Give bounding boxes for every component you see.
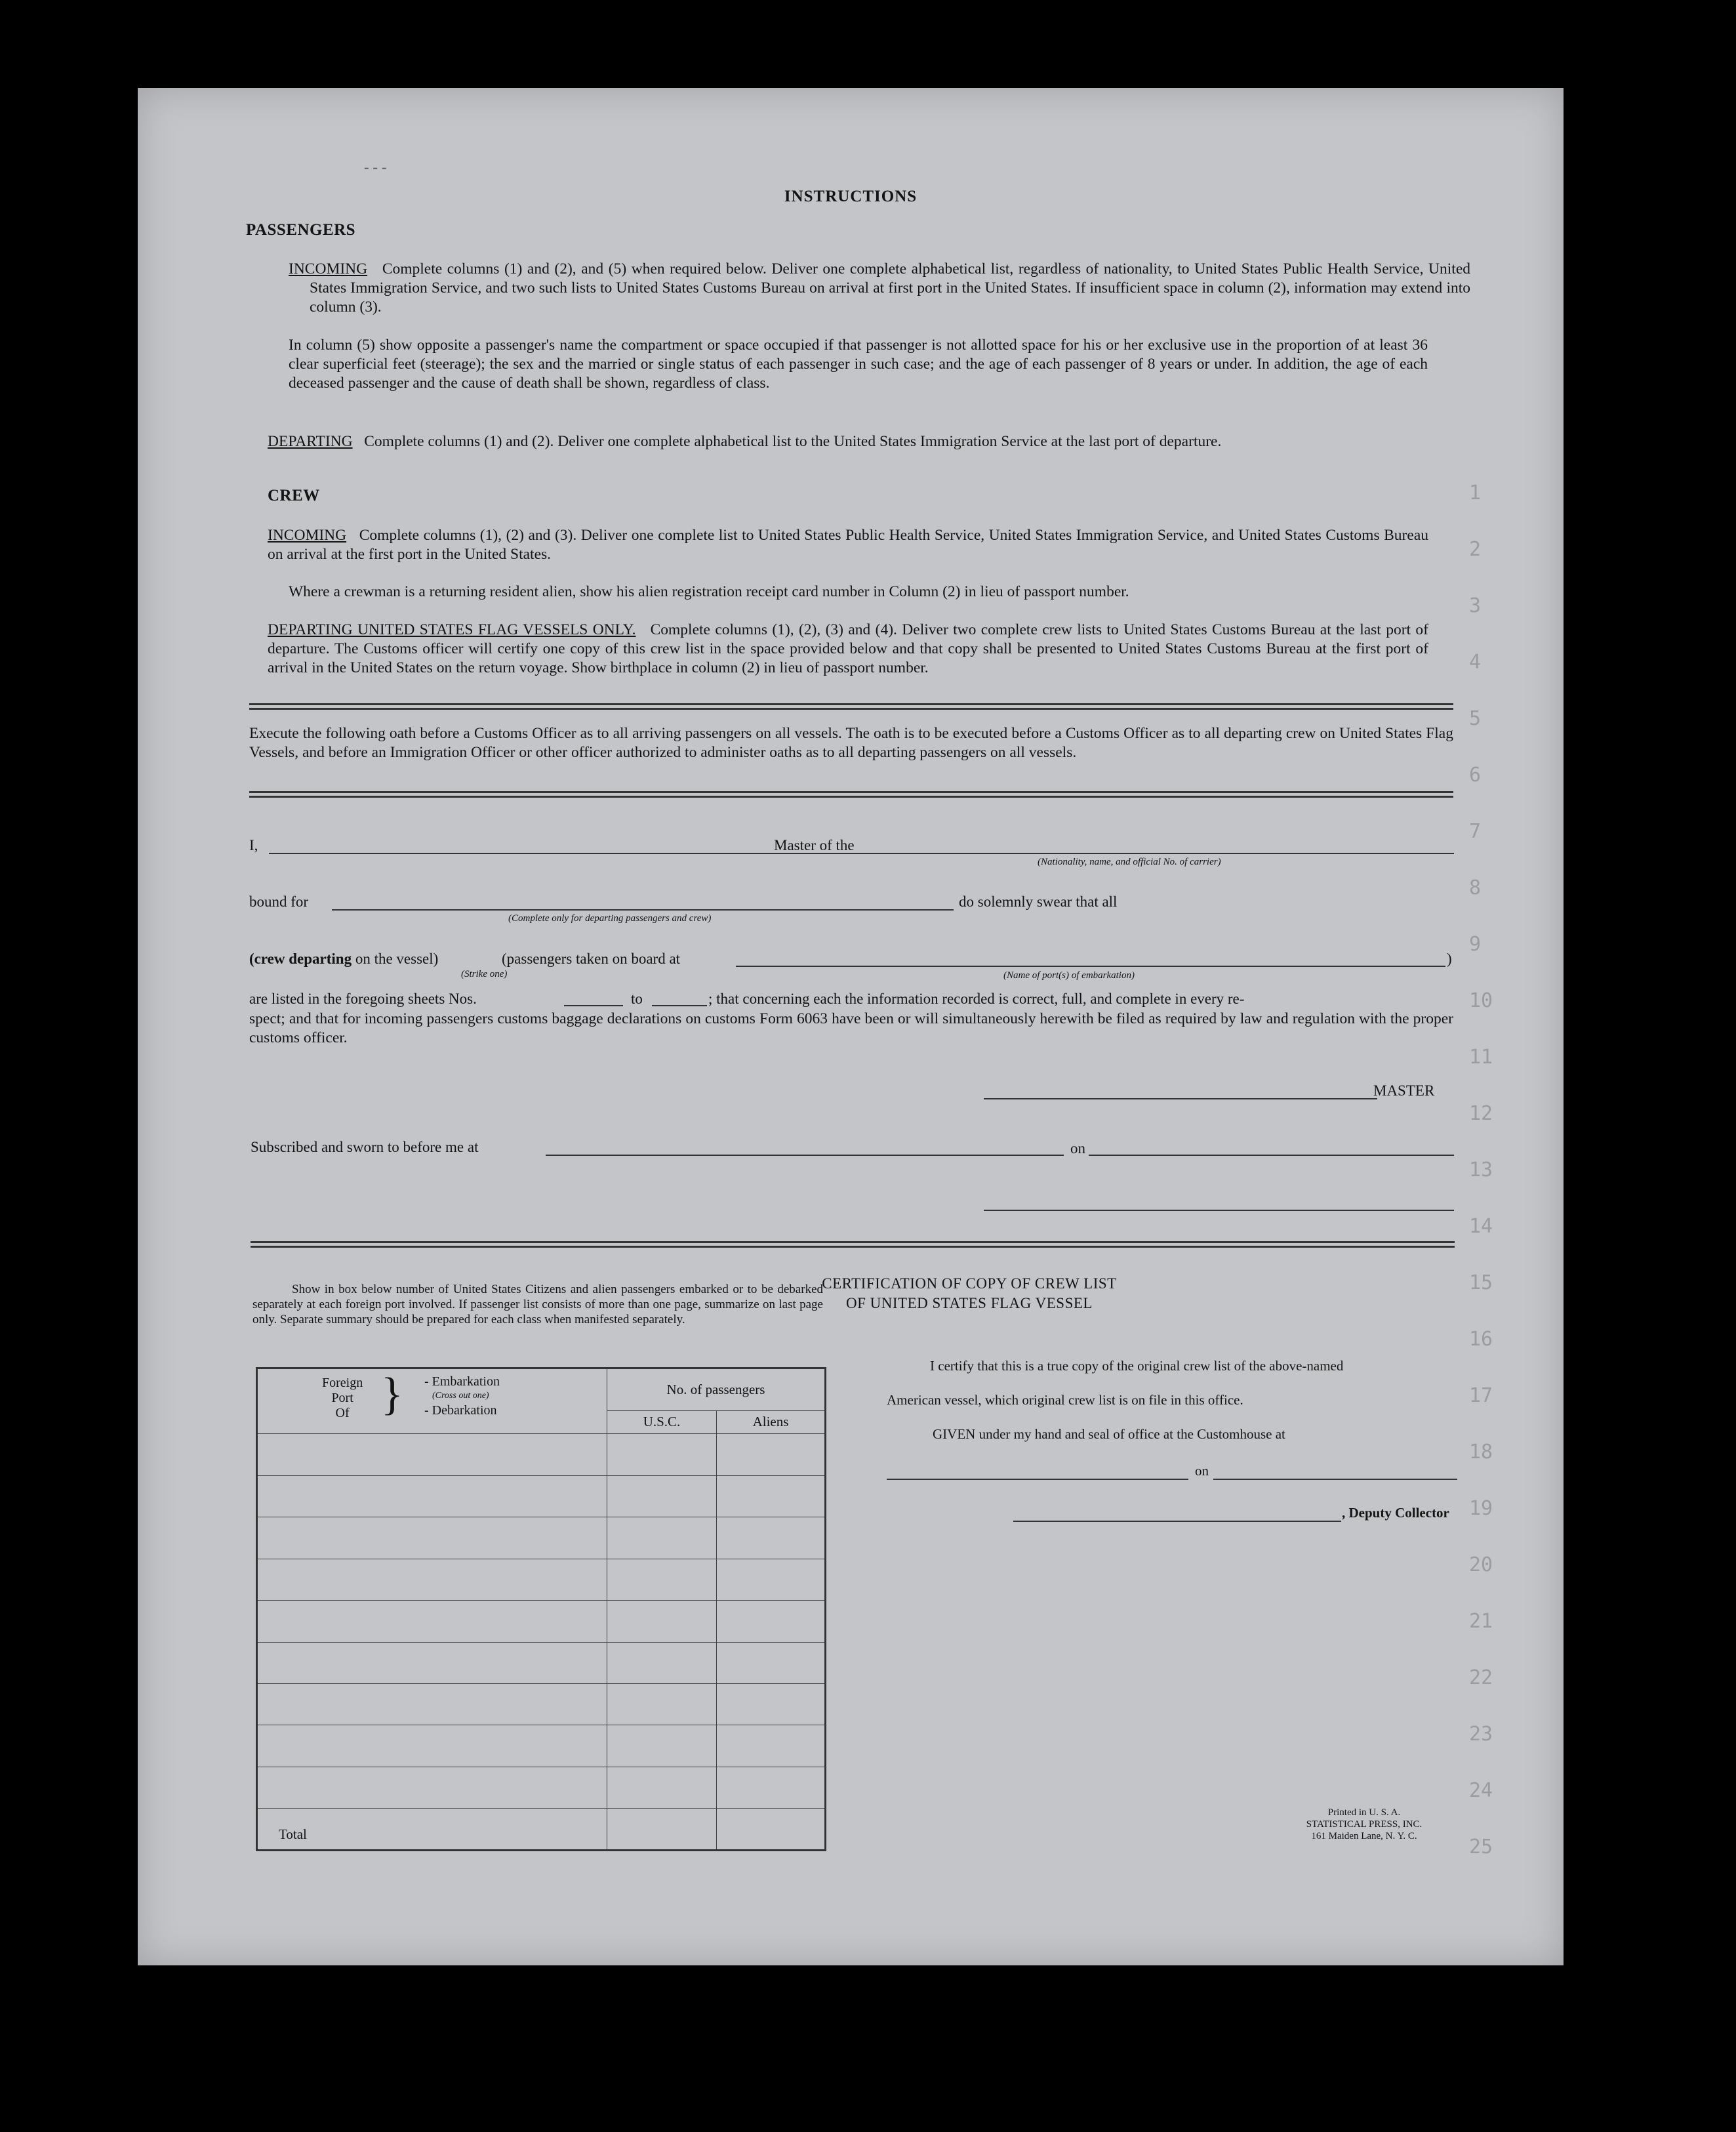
crew-incoming-paragraph	[268, 526, 1428, 564]
embarkation-port-field[interactable]	[736, 966, 1445, 967]
aliens-cell[interactable]	[717, 1517, 826, 1559]
bleed-through-number: 22	[1469, 1666, 1493, 1689]
certification-title-1: CERTIFICATION OF COPY OF CREW LIST	[822, 1275, 1117, 1292]
aliens-cell[interactable]	[717, 1725, 826, 1767]
aliens-cell[interactable]	[717, 1642, 826, 1683]
passengers-incoming-text: Complete columns (1) and (2), and (5) when required below. Deliver one complete alphabetical list, regardless of nationality, to United States Public Health Service, United States Immigration Service, and two such lists to United States Customs Bureau on arrival at first port in the United States. If insufficient space in column (2), information may extend into column (3).	[310, 260, 1470, 316]
passengers-incoming-label: INCOMING	[289, 260, 368, 277]
passengers-column5-text: In column (5) show opposite a passenger's name the compartment or space occupied if that passenger is not allotted space for his or her exclusive use in the proportion of at least 36 clear superficial feet (steerage); the sex and the married or single status of each passenger in such case; and the age of each passenger of 8 years or under. In addition, the age of each deceased passenger and the cause of death shall be shown, regardless of class.	[289, 337, 1428, 392]
swear-label: do solemnly swear that all	[959, 893, 1118, 910]
bleed-through-number: 11	[1469, 1046, 1493, 1069]
printer-line-1: Printed in U. S. A.	[1327, 1807, 1401, 1818]
listed-label-1: are listed in the foregoing sheets Nos.	[249, 991, 477, 1007]
of-label: Of	[335, 1406, 350, 1420]
crew-heading: CREW	[268, 487, 320, 504]
deputy-collector-label: , Deputy Collector	[1342, 1505, 1449, 1521]
printer-line-2: STATISTICAL PRESS, INC.	[1306, 1819, 1423, 1830]
usc-cell[interactable]	[607, 1725, 717, 1767]
passengers-column5-paragraph	[289, 336, 1428, 393]
bleed-through-number: 9	[1469, 933, 1482, 956]
bleed-through-number: 23	[1469, 1723, 1493, 1746]
sheet-from-field[interactable]	[564, 1005, 623, 1006]
no-passengers-header: No. of passengers	[607, 1368, 826, 1411]
divider	[251, 1241, 1455, 1248]
carrier-caption: (Nationality, name, and official No. of carrier)	[1038, 857, 1221, 867]
usc-cell[interactable]	[607, 1434, 717, 1475]
aliens-cell[interactable]	[717, 1475, 826, 1517]
officer-signature-field[interactable]	[984, 1210, 1454, 1211]
usc-cell[interactable]	[607, 1517, 717, 1559]
oath-intro: Execute the following oath before a Customs Officer as to all arriving passengers on all vessels. The oath is to be executed before a Customs Officer as to all departing crew on United States Flag Vessels, and before an Immigration Officer or other officer authorized to administer oaths as to all departing passengers on all vessels.	[249, 725, 1453, 761]
embarkation-option[interactable]: - Embarkation	[424, 1374, 500, 1389]
printer-imprint	[1266, 1807, 1463, 1842]
crew-resident-text: Where a crewman is a returning resident alien, show his alien registration receipt card number in Column (2) in lieu of passport number.	[289, 583, 1129, 600]
sworn-on-label: on	[1070, 1140, 1085, 1157]
crew-departing-text: Complete columns (1), (2), (3) and (4). Deliver two complete crew lists to United States Customs Bureau at the last port of departure. The Customs officer will certify one copy of this crew list in the space provided below and that copy shall be presented to United States Customs Bureau at the first port of arrival in the United States on the return voyage. Show birthplace in column (2) in lieu of passport number.	[268, 621, 1428, 676]
bleed-through-number: 8	[1469, 876, 1482, 899]
certification-date-field[interactable]	[1213, 1479, 1457, 1480]
bleed-through-number: 5	[1469, 707, 1482, 730]
crew-departing-paragraph	[268, 621, 1428, 678]
passengers-departing-text: Complete columns (1) and (2). Deliver one complete alphabetical list to the United States Immigration Service at the last port of departure.	[364, 433, 1222, 450]
aliens-cell[interactable]	[717, 1434, 826, 1475]
bound-for-label: bound for	[249, 893, 309, 910]
master-signature-field[interactable]	[984, 1098, 1377, 1099]
usc-cell[interactable]	[607, 1559, 717, 1600]
port-cell[interactable]	[257, 1684, 607, 1725]
bound-for-caption: (Complete only for departing passengers and crew)	[508, 913, 712, 924]
bleed-through-number: 2	[1469, 538, 1482, 561]
corner-mark: - - -	[364, 159, 387, 175]
port-caption: (Name of port(s) of embarkation)	[1003, 970, 1135, 981]
bleed-through-number: 3	[1469, 594, 1482, 617]
sworn-place-field[interactable]	[546, 1155, 1064, 1156]
master-label: MASTER	[1373, 1082, 1435, 1099]
customhouse-field[interactable]	[887, 1479, 1188, 1480]
usc-cell[interactable]	[607, 1684, 717, 1725]
port-cell[interactable]	[257, 1434, 607, 1475]
sworn-date-field[interactable]	[1089, 1155, 1454, 1156]
bleed-through-number: 24	[1469, 1779, 1493, 1802]
form-sheet	[138, 88, 1564, 1965]
usc-cell[interactable]	[607, 1642, 717, 1683]
passengers-departing-label: DEPARTING	[268, 433, 353, 450]
port-cell[interactable]	[257, 1725, 607, 1767]
certification-line-2: American vessel, which original crew list is on file in this office.	[887, 1392, 1243, 1408]
crew-resident-paragraph	[289, 583, 1430, 602]
bleed-through-number: 19	[1469, 1497, 1493, 1520]
certification-line-3: GIVEN under my hand and seal of office at the Customhouse at	[933, 1426, 1285, 1442]
bleed-through-number: 25	[1469, 1835, 1493, 1858]
crew-departing-option-bold: (crew departing	[249, 951, 352, 967]
crew-departing-option	[249, 951, 438, 968]
divider	[249, 703, 1453, 710]
bleed-through-number: 10	[1469, 989, 1493, 1012]
passengers-heading: PASSENGERS	[246, 221, 356, 239]
carrier-field[interactable]	[882, 853, 1454, 854]
bleed-through-number: 14	[1469, 1215, 1493, 1238]
port-label: Port	[331, 1391, 353, 1405]
foreign-label: Foreign	[322, 1376, 363, 1390]
bleed-through-number: 16	[1469, 1328, 1493, 1351]
bleed-through-number: 6	[1469, 764, 1482, 787]
port-cell[interactable]	[257, 1517, 607, 1559]
crew-departing-label: DEPARTING UNITED STATES FLAG VESSELS ONLY.	[268, 621, 636, 638]
strike-one-caption: (Strike one)	[461, 969, 508, 979]
listed-label-2: ; that concerning each the information recorded is correct, full, and complete in every re-	[708, 991, 1245, 1007]
bleed-through-number: 17	[1469, 1384, 1493, 1407]
bleed-through-number: 4	[1469, 651, 1482, 674]
brace-icon: }	[381, 1369, 403, 1420]
listed-to-label: to	[631, 991, 643, 1007]
bound-for-field[interactable]	[332, 909, 954, 911]
on-vessel-label: on the vessel)	[355, 951, 439, 967]
subscribed-label: Subscribed and sworn to before me at	[251, 1139, 479, 1155]
sheet-to-field[interactable]	[652, 1005, 707, 1006]
aliens-cell[interactable]	[717, 1601, 826, 1642]
port-cell[interactable]	[257, 1475, 607, 1517]
certification-on-label: on	[1195, 1463, 1209, 1479]
usc-header: U.S.C.	[607, 1410, 717, 1434]
bleed-through-number: 1	[1469, 482, 1482, 504]
close-paren: )	[1447, 951, 1452, 967]
aliens-total-cell[interactable]	[717, 1809, 826, 1851]
aliens-cell[interactable]	[717, 1767, 826, 1808]
debarkation-option[interactable]: - Debarkation	[424, 1403, 497, 1418]
port-cell[interactable]	[257, 1642, 607, 1683]
divider	[249, 791, 1453, 798]
crew-incoming-label: INCOMING	[268, 527, 347, 544]
page-title: INSTRUCTIONS	[784, 188, 918, 205]
deputy-signature-field[interactable]	[1013, 1521, 1341, 1522]
port-cell[interactable]	[257, 1601, 607, 1642]
port-cell[interactable]	[257, 1559, 607, 1600]
port-cell[interactable]	[257, 1767, 607, 1808]
crew-incoming-text: Complete columns (1), (2) and (3). Deliver one complete list to United States Public Health Service, United States Immigration Service, and United States Customs Bureau on arrival at the first port in the United States.	[268, 527, 1428, 563]
cross-out-caption: (Cross out one)	[432, 1391, 489, 1401]
bleed-through-number: 20	[1469, 1553, 1493, 1576]
usc-total-cell[interactable]	[607, 1809, 717, 1851]
usc-cell[interactable]	[607, 1767, 717, 1808]
bleed-through-number: 18	[1469, 1441, 1493, 1464]
certification-title-2: OF UNITED STATES FLAG VESSEL	[846, 1295, 1093, 1311]
port-header-cell	[257, 1368, 607, 1434]
passengers-taken-label: (passengers taken on board at	[502, 951, 681, 967]
passenger-summary-table	[256, 1367, 826, 1851]
passengers-departing-paragraph	[268, 432, 1428, 451]
master-of-label: Master of the	[774, 837, 855, 853]
total-label: Total	[257, 1809, 607, 1851]
passengers-incoming-paragraph	[289, 260, 1470, 317]
listed-rest: spect; and that for incoming passengers customs baggage declarations on customs Form 6063 have been or will simultaneously herewith be filed as required by law and regulation with the proper customs officer.	[249, 1010, 1453, 1046]
summary-instructions: Show in box below number of United States Citizens and alien passengers embarked or to be debarked separately at each foreign port involved. If passenger list consists of more than one page, summarize on last page only. Separate summary should be prepared for each class when manifested separately.	[252, 1282, 823, 1326]
certification-title	[622, 1274, 1317, 1313]
bleed-through-number: 21	[1469, 1610, 1493, 1633]
certification-line-1: I certify that this is a true copy of the original crew list of the above-named	[930, 1358, 1344, 1374]
bleed-through-number: 13	[1469, 1158, 1493, 1181]
oath-i-label: I,	[249, 837, 258, 853]
printer-line-3: 161 Maiden Lane, N. Y. C.	[1311, 1831, 1417, 1841]
usc-cell[interactable]	[607, 1601, 717, 1642]
aliens-cell[interactable]	[717, 1559, 826, 1600]
usc-cell[interactable]	[607, 1475, 717, 1517]
bleed-through-number: 15	[1469, 1271, 1493, 1294]
aliens-cell[interactable]	[717, 1684, 826, 1725]
bleed-through-number: 7	[1469, 820, 1482, 843]
bleed-through-number: 12	[1469, 1102, 1493, 1125]
aliens-header: Aliens	[717, 1410, 826, 1434]
